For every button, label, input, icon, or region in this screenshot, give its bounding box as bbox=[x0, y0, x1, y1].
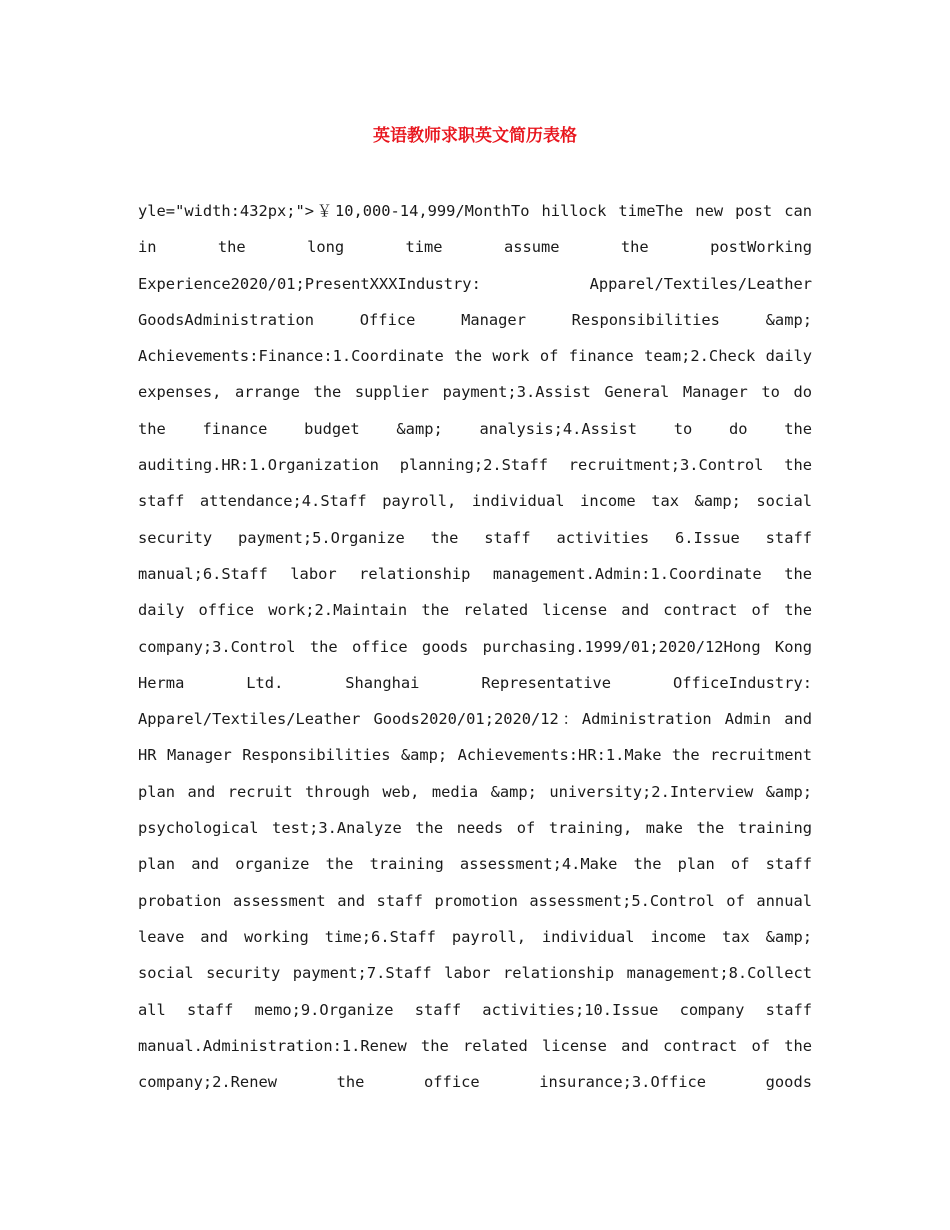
document-body-text: yle="width:432px;">￥10,000-14,999/MonthTo hillock timeThe new post can in the long time assume the postWorking Experience2020/01;PresentXXXIndustry: Apparel/Textiles/Leather GoodsAdministration Office Manager Responsibilities &amp; Achievements:Finance:1.Coordinate the work of finance team;2.Check daily expenses, arrange the supplier payment;3.Assist General Manager to do the finance budget &amp; analysis;4.Assist to do the auditing.HR:1.Organization planning;2.Staff recruitment;3.Control the staff attendance;4.Staff payroll, individual income tax &amp; social security payment;5.Organize the staff activities 6.Issue staff manual;6.Staff labor relationship management.Admin:1.Coordinate the daily office work;2.Maintain the related license and contract of the company;3.Control the office goods purchasing.1999/01;2020/12Hong Kong Herma Ltd. Shanghai Representative OfficeIndustry: Apparel/Textiles/Leather Goods2020/01;2020/12：Administration Admin and HR Manager Responsibilities &amp; Achievements:HR:1.Make the recruitment plan and recruit through web, media &amp; university;2.Interview &amp; psychological test;3.Analyze the needs of training, make the training plan and organize the training assessment;4.Make the plan of staff probation assessment and staff promotion assessment;5.Control of annual leave and working time;6.Staff payroll, individual income tax &amp; social security payment;7.Staff labor relationship management;8.Collect all staff memo;9.Organize staff activities;10.Issue company staff manual.Administration:1.Renew the related license and contract of the company;2.Renew the office insurance;3.Office goods bbox=[138, 202, 812, 1092]
document-title: 英语教师求职英文简历表格 bbox=[373, 126, 577, 146]
